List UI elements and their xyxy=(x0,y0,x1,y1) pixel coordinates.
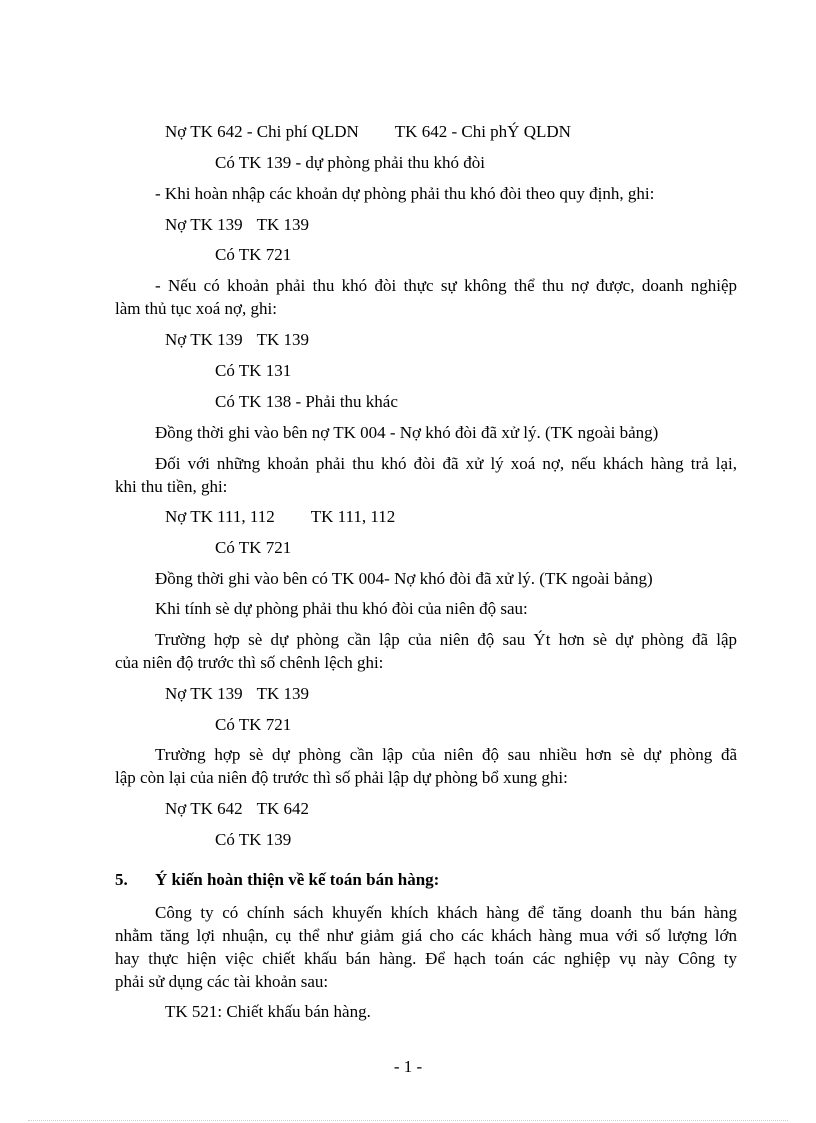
text-line: lập còn lại của niên độ trước thì số phải lập dự phòng bổ xung ghi: xyxy=(115,768,568,787)
journal-entry-debit xyxy=(165,215,309,235)
debit-text: Nợ TK 642 - Chi phí QLDN xyxy=(165,122,359,141)
journal-entry-credit: Có TK 138 - Phải thu khác xyxy=(215,392,398,411)
journal-entry-credit: Có TK 721 xyxy=(215,538,292,557)
journal-entry-credit: Có TK 139 - dự phòng phải thu khó đòi xyxy=(215,153,486,172)
paragraph-line: Công ty có chính sách khuyến khích khách hàng để tăng doanh thu bán hàng xyxy=(155,903,737,922)
account-text: TK 642 - Chi phÝ QLDN xyxy=(394,122,571,141)
text-line: - Khi hoàn nhập các khoản dự phòng phải thu khó đòi theo quy định, ghi: xyxy=(155,184,655,203)
text-line: Đồng thời ghi vào bên nợ TK 004 - Nợ khó đòi đã xử lý. (TK ngoài bảng) xyxy=(155,423,659,442)
account-text: TK 111, 112 xyxy=(310,507,396,526)
debit-text: Nợ TK 111, 112 xyxy=(165,507,275,526)
page-divider xyxy=(28,1120,788,1121)
journal-entry-debit xyxy=(165,684,309,704)
account-text: TK 642 xyxy=(256,799,310,818)
debit-text: Nợ TK 139 xyxy=(165,684,243,703)
section-number: 5. xyxy=(115,870,128,889)
paragraph-line: hay thực hiện việc chiết khấu bán hàng. Để hạch toán các nghiệp vụ này Công ty xyxy=(115,949,737,968)
text-line: khi thu tiền, ghi: xyxy=(115,477,228,496)
text-line: Khi tính sè dự phòng phải thu khó đòi của niên độ sau: xyxy=(155,599,528,618)
journal-entry-credit: Có TK 721 xyxy=(215,245,292,264)
journal-entry-credit: Có TK 721 xyxy=(215,715,292,734)
journal-entry-debit xyxy=(165,330,309,350)
text-line: Đồng thời ghi vào bên có TK 004- Nợ khó đòi đã xử lý. (TK ngoài bảng) xyxy=(155,569,653,588)
section-heading xyxy=(115,870,715,890)
paragraph-line: phải sử dụng các tài khoản sau: xyxy=(115,972,329,991)
debit-text: Nợ TK 139 xyxy=(165,330,243,349)
account-text: TK 139 xyxy=(256,215,310,234)
journal-entry-debit xyxy=(165,122,571,142)
section-title: Ý kiến hoàn thiện về kế toán bán hàng: xyxy=(155,870,440,889)
account-text: TK 139 xyxy=(256,684,310,703)
journal-entry-credit: Có TK 131 xyxy=(215,361,292,380)
paragraph-line: nhằm tăng lợi nhuận, cụ thể như giảm giá cho các khách hàng mua với số lượng lớn xyxy=(115,926,737,945)
journal-entry-debit xyxy=(165,799,309,819)
text-line: làm thủ tục xoá nợ, ghi: xyxy=(115,299,277,318)
account-text: TK 139 xyxy=(256,330,310,349)
text-line: Trường hợp sè dự phòng cần lập của niên độ sau Ýt hơn sè dự phòng đã lập xyxy=(155,630,737,649)
text-line: Đối với những khoản phải thu khó đòi đã xử lý xoá nợ, nếu khách hàng trả lại, xyxy=(155,454,737,473)
page-number: - 1 - xyxy=(393,1057,423,1076)
debit-text: Nợ TK 139 xyxy=(165,215,243,234)
journal-entry-debit xyxy=(165,507,395,527)
text-line: - Nếu có khoản phải thu khó đòi thực sự không thể thu nợ được, doanh nghiệp xyxy=(155,276,737,295)
text-line: Trường hợp sè dự phòng cần lập của niên độ sau nhiều hơn sè dự phòng đã xyxy=(155,745,737,764)
debit-text: Nợ TK 642 xyxy=(165,799,243,818)
journal-entry-credit: Có TK 139 xyxy=(215,830,292,849)
account-line: TK 521: Chiết khấu bán hàng. xyxy=(165,1002,371,1021)
text-line: của niên độ trước thì số chênh lệch ghi: xyxy=(115,653,384,672)
